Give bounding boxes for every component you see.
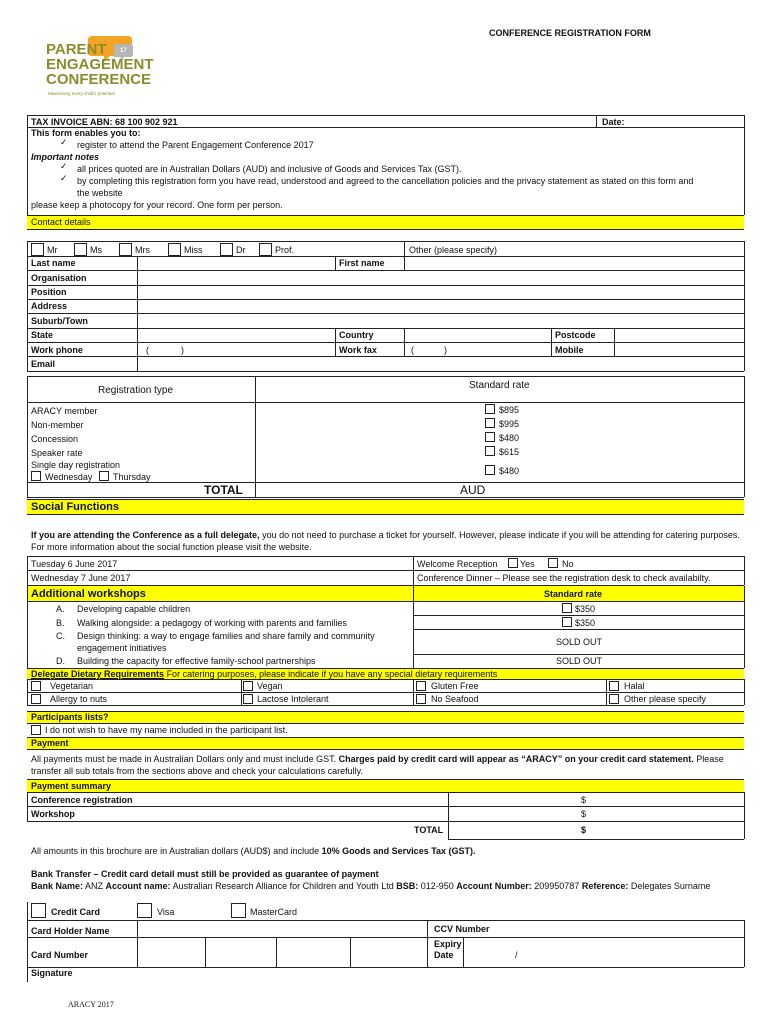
wednesday-label: Wednesday [45,472,93,482]
title-mrs-label: Mrs [135,245,150,255]
social-day2: Wednesday 7 June 2017 [31,573,131,583]
checkmark-icon: ✓ [60,138,68,148]
footer-text: ARACY 2017 [68,1000,114,1009]
workshop-c-letter: C. [56,631,65,641]
workshop-a-letter: A. [56,604,65,614]
checkmark-icon: ✓ [60,162,68,172]
participants-optout-checkbox[interactable] [31,725,41,735]
reg-speaker-checkbox[interactable] [485,446,495,456]
suburb-label: Suburb/Town [31,316,88,326]
email-label: Email [31,359,56,369]
workshop-d-letter: D. [56,656,65,666]
form-title: CONFERENCE REGISTRATION FORM [489,28,651,38]
workshop-c-text2: engagement initiatives [77,643,167,653]
credit-card-checkbox[interactable] [31,903,46,918]
payment-text-bold: Charges paid by credit card will appear as “ARACY” on your credit card statement. [338,754,694,764]
registration-total-label: TOTAL [204,483,243,497]
workshop-a-price: $350 [575,604,596,614]
workshop-d-price: SOLD OUT [556,656,603,666]
registration-type-heading: Registration type [98,385,174,396]
expiry-date-label: Date [434,950,454,960]
reg-aracy-price: $895 [499,405,520,415]
reg-nonmember-checkbox[interactable] [485,418,495,428]
diet-vegan-checkbox[interactable] [243,681,253,691]
title-ms-label: Ms [90,245,102,255]
mastercard-label: MasterCard [250,907,298,917]
work-fax-paren-close: ) [444,345,447,355]
logo-badge: 17 [120,48,127,54]
checkmark-icon: ✓ [60,174,68,184]
title-dr-label: Dr [236,245,246,255]
credit-card-label: Credit Card [51,907,101,917]
workshop-b-checkbox[interactable] [562,617,572,627]
organisation-label: Organisation [31,273,87,283]
thursday-label: Thursday [113,472,151,482]
reg-aracy-label: ARACY member [31,406,98,416]
payment-summary-heading: Payment summary [31,781,112,791]
expiry-label: Expiry [434,939,462,949]
work-phone-paren-close: ) [181,345,184,355]
title-mr-checkbox[interactable] [31,243,44,256]
welcome-no-label: No [562,559,574,569]
workshop-c-text: Design thinking: a way to engage families and share family and community [77,631,375,641]
title-prof-checkbox[interactable] [259,243,272,256]
mobile-label: Mobile [555,345,584,355]
workshops-heading: Additional workshops [31,588,146,600]
last-name-label: Last name [31,258,76,268]
bank-name-label: Bank Name: [31,881,84,891]
note-policies: by completing this registration form you have read, understood and agreed to the cancellation policies and the privacy statement as stated on this form and [77,176,694,186]
diet-vegetarian-label: Vegetarian [50,681,94,691]
contact-details-heading: Contact details [31,217,91,227]
reg-speaker-price: $615 [499,447,520,457]
diet-nuts-checkbox[interactable] [31,694,41,704]
reg-concession-checkbox[interactable] [485,432,495,442]
title-prof-label: Prof. [275,245,295,255]
aud-note-plain: All amounts in this brochure are in Australian dollars (AUD$) and include [31,846,322,856]
enable-item: register to attend the Parent Engagement Conference 2017 [77,140,314,150]
last-name-input[interactable] [139,258,333,269]
title-miss-label: Miss [184,245,203,255]
reg-nonmember-price: $995 [499,419,520,429]
diet-lactose-label: Lactose Intolerant [257,694,329,704]
participants-optout-label: I do not wish to have my name included in the participant list. [45,725,288,735]
postcode-label: Postcode [555,330,596,340]
reg-aracy-checkbox[interactable] [485,404,495,414]
first-name-label: First name [339,258,385,268]
diet-lactose-checkbox[interactable] [243,694,253,704]
visa-label: Visa [157,907,175,917]
summary-conf-reg-label: Conference registration [31,795,133,805]
conference-dinner-label: Conference Dinner – Please see the registration desk to check availabilty. [417,573,711,583]
diet-seafood-label: No Seafood [431,694,479,704]
diet-vegetarian-checkbox[interactable] [31,681,41,691]
first-name-input[interactable] [406,258,742,269]
mastercard-checkbox[interactable] [231,903,246,918]
standard-rate-heading: Standard rate [469,380,530,391]
diet-halal-checkbox[interactable] [609,681,619,691]
payment-text-rest: Please transfer all sub totals from the sections above and check your calculations carefully. [31,754,724,776]
diet-other-label: Other please specify [624,694,707,704]
account-number-label: Account Number: [456,881,532,891]
diet-nuts-label: Allergy to nuts [50,694,108,704]
bsb-value: 012-950 [418,881,457,891]
workshop-a-checkbox[interactable] [562,603,572,613]
bank-transfer-line: Bank Transfer – Credit card detail must still be provided as guarantee of payment [31,869,379,879]
note-policies-cont: the website [77,188,123,198]
diet-gluten-label: Gluten Free [431,681,479,691]
dietary-heading-rest: For catering purposes, please indicate if you have any special dietary requirements [164,669,498,679]
workshop-b-letter: B. [56,618,65,628]
signature-label: Signature [31,968,73,978]
welcome-yes-checkbox[interactable] [508,558,518,568]
reg-single-day-checkbox[interactable] [485,465,495,475]
visa-checkbox[interactable] [137,903,152,918]
card-number-label: Card Number [31,950,89,960]
workshop-a-text: Developing capable children [77,604,191,614]
account-name-label: Account name: [105,881,171,891]
wednesday-checkbox[interactable] [31,471,41,481]
social-intro [31,529,743,553]
logo-line2: ENGAGEMENT [46,56,154,73]
title-dr-checkbox[interactable] [220,243,233,256]
reg-concession-price: $480 [499,433,520,443]
note-prices: all prices quoted are in Australian Dollars (AUD) and inclusive of Goods and Services Tax (GST). [77,164,462,174]
work-fax-label: Work fax [339,345,377,355]
summary-total-dollar: $ [581,825,587,835]
tax-invoice-abn: TAX INVOICE ABN: 68 100 902 921 [31,117,178,127]
diet-gluten-checkbox[interactable] [416,681,426,691]
address-label: Address [31,301,68,311]
workshops-rate-heading: Standard rate [544,589,603,599]
conference-logo [40,34,154,106]
summary-total-label: TOTAL [414,825,444,835]
bank-name-value: ANZ [83,881,106,891]
title-ms-checkbox[interactable] [74,243,87,256]
welcome-yes-label: Yes [520,559,535,569]
workshop-d-text: Building the capacity for effective family-school partnerships [77,656,316,666]
aud-note [31,846,476,857]
welcome-reception-label: Welcome Reception [417,559,498,569]
enables-heading: This form enables you to: [31,128,141,138]
diet-halal-label: Halal [624,681,645,691]
ccv-label: CCV Number [434,924,490,934]
social-intro-rest: you do not need to purchase a ticket for yourself. However, please indicate if you will be attending for catering purposes. For more information about the social function please visit the website. [31,530,740,552]
country-label: Country [339,330,374,340]
reference-value: Delegates Surname [628,881,711,891]
thursday-checkbox[interactable] [99,471,109,481]
social-intro-bold: If you are attending the Conference as a full delegate, [31,530,260,540]
bank-details-line [31,881,710,892]
bsb-label: BSB: [396,881,419,891]
account-number-value: 209950787 [531,881,582,891]
reference-label: Reference: [581,881,629,891]
reg-nonmember-label: Non-member [31,420,84,430]
dietary-heading [31,669,497,680]
other-title-input[interactable] [520,243,742,254]
reg-concession-label: Concession [31,434,79,444]
title-other-label: Other (please specify) [409,245,498,255]
expiry-slash: / [515,950,518,960]
payment-heading: Payment [31,738,69,748]
logo-tagline: Maximising every child's potential [48,91,115,96]
position-label: Position [31,287,67,297]
welcome-no-checkbox[interactable] [548,558,558,568]
title-miss-checkbox[interactable] [168,243,181,256]
summary-workshop-dollar: $ [581,809,587,819]
payment-text-plain: All payments must be made in Australian Dollars only and must include GST. [31,754,339,764]
participants-heading: Participants lists? [31,712,109,722]
social-day1: Tuesday 6 June 2017 [31,559,118,569]
photocopy-note: please keep a photocopy for your record. One form per person. [31,200,283,210]
work-phone-label: Work phone [31,345,83,355]
important-notes: Important notes [31,152,100,162]
registration-total-aud: AUD [460,483,486,497]
account-name-value: Australian Research Alliance for Children and Youth Ltd [170,881,397,891]
logo-line3: CONFERENCE [46,71,152,88]
diet-other-checkbox[interactable] [609,694,619,704]
diet-vegan-label: Vegan [257,681,283,691]
reg-single-day-price: $480 [499,466,520,476]
title-mr-label: Mr [47,245,58,255]
work-phone-paren-open: ( [146,345,149,355]
reg-speaker-label: Speaker rate [31,448,83,458]
payment-text [31,753,743,777]
diet-seafood-checkbox[interactable] [416,694,426,704]
aud-note-bold: 10% Goods and Services Tax (GST). [321,846,476,856]
state-label: State [31,330,54,340]
reg-single-day-label: Single day registration [31,460,121,470]
work-fax-paren-open: ( [411,345,414,355]
workshop-b-price: $350 [575,618,596,628]
social-functions-heading: Social Functions [31,501,120,513]
logo-line1: PARENT [46,41,107,58]
workshop-b-text: Walking alongside: a pedagogy of working with parents and families [77,618,347,628]
dietary-heading-bold: Delegate Dietary Requirements [31,669,165,679]
card-holder-label: Card Holder Name [31,926,110,936]
date-label: Date: [602,117,625,127]
summary-workshop-label: Workshop [31,809,75,819]
summary-conf-reg-dollar: $ [581,795,587,805]
workshop-c-price: SOLD OUT [556,637,603,647]
title-mrs-checkbox[interactable] [119,243,132,256]
